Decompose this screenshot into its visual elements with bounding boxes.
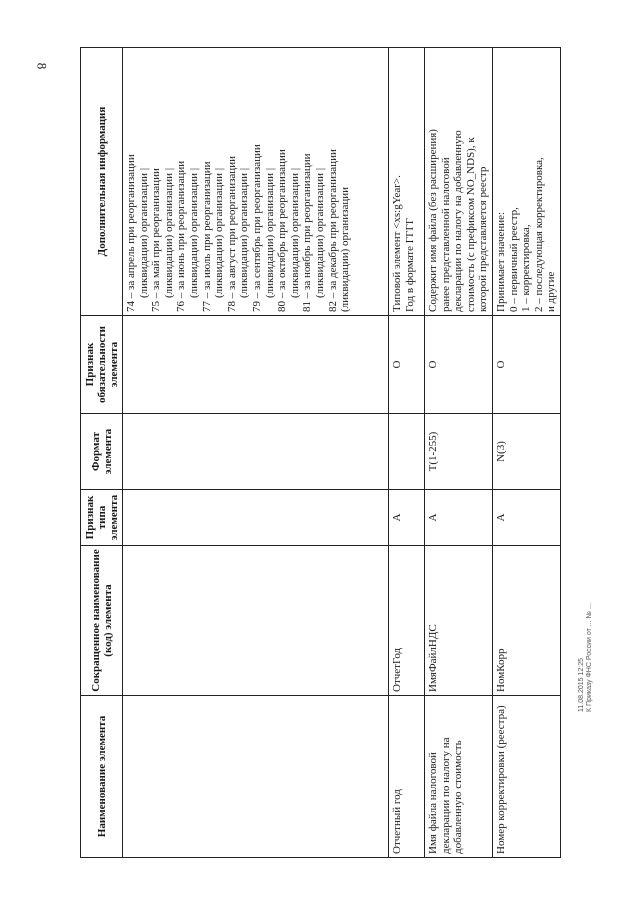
table-row: [123, 48, 389, 858]
info-line: 81 – за ноябрь при реорганизации: [301, 153, 314, 312]
cell-name: Номер корректировки (реестра): [492, 696, 560, 858]
cell-info: [425, 48, 493, 316]
cell-type: А: [425, 490, 493, 546]
cell-required: [123, 316, 389, 414]
info-line: (ликвидации) организации: [339, 186, 352, 312]
info-line: 76 – за июнь при реорганизации: [175, 160, 188, 312]
cell-type: А: [389, 490, 425, 546]
info-line: 2 – последующая корректировка,: [532, 157, 545, 312]
cell-format: [123, 414, 389, 490]
info-line: (ликвидации) организации |: [138, 51, 151, 312]
info-line: Принимает значение:: [494, 211, 507, 312]
info-line: стоимость (с префиксом NO_NDS), к: [464, 137, 477, 312]
info-line: ранее представленной налоговой: [439, 157, 452, 312]
info-line: 1 – корректировка,: [520, 224, 533, 312]
rotated-table-container: [80, 48, 558, 858]
cell-code: [123, 546, 389, 696]
cell-code: ОтчетГод: [389, 546, 425, 696]
info-line: декларации по налогу на добавленную: [452, 130, 465, 312]
cell-format: T(1-255): [425, 414, 493, 490]
cell-format: N(3): [492, 414, 560, 490]
header-additional-info: Дополнительная информация: [81, 48, 123, 316]
info-line: которой представляется реестр: [477, 166, 490, 312]
cell-info: [492, 48, 560, 316]
info-line: (ликвидации) организации |: [238, 51, 251, 312]
info-line: Год в формате ГГГГ: [403, 217, 416, 312]
table-header-row: [81, 48, 123, 858]
info-line: 79 – за сентябрь при реорганизации: [250, 144, 263, 312]
header-element-format: Формат элемента: [81, 414, 123, 490]
cell-required: О: [389, 316, 425, 414]
info-line: 0 – первичный реестр,: [507, 207, 520, 312]
cell-format: [389, 414, 425, 490]
cell-info: [389, 48, 425, 316]
info-line: (ликвидации) организации |: [264, 51, 277, 312]
info-line: (ликвидации) организации |: [314, 51, 327, 312]
footer-line-2: К Приказу ФНС России от ... № ...: [586, 603, 593, 712]
info-line: 82 – за декабрь при реорганизации: [326, 149, 339, 312]
info-line: 78 – за август при реорганизации: [225, 156, 238, 312]
footer-stamp: [578, 562, 594, 712]
header-element-required: Признак обязательности элемента: [81, 316, 123, 414]
cell-info: [123, 48, 389, 316]
page-number: 8: [34, 62, 50, 70]
header-element-type: Признак типа элемента: [81, 490, 123, 546]
info-line: (ликвидации) организации |: [163, 51, 176, 312]
info-line: (ликвидации) организации |: [188, 51, 201, 312]
cell-type: [123, 490, 389, 546]
cell-required: О: [492, 316, 560, 414]
info-line: и другие: [545, 271, 558, 312]
cell-name: [123, 696, 389, 858]
table-row: [492, 48, 560, 858]
cell-name: Имя файла налоговой декларации по налогу на добавленную стоимость: [425, 696, 493, 858]
info-line: Типовой элемент <xs:gYear>.: [391, 175, 403, 312]
table-row: [389, 48, 425, 858]
info-line: 80 – за октябрь при реорганизации: [276, 149, 289, 312]
cell-required: О: [425, 316, 493, 414]
info-line: 75 – за май при реорганизации: [150, 168, 163, 312]
cell-code: НомКорр: [492, 546, 560, 696]
info-line: Содержит имя файла (без расширения): [427, 129, 439, 312]
cell-code: ИмяФайлНДС: [425, 546, 493, 696]
table-row: [425, 48, 493, 858]
elements-table: [80, 47, 561, 858]
cell-type: А: [492, 490, 560, 546]
info-line: 74 – за апрель при реорганизации: [125, 154, 137, 312]
header-element-code: Сокращенное наименование (код) элемента: [81, 546, 123, 696]
info-line: 77 – за июль при реорганизации: [200, 161, 213, 312]
header-element-name: Наименование элемента: [81, 696, 123, 858]
info-line: (ликвидации) организации |: [289, 51, 302, 312]
cell-name: Отчетный год: [389, 696, 425, 858]
footer-line-1: 11.08.2015 12:25: [578, 658, 585, 712]
info-line: (ликвидации) организации |: [213, 51, 226, 312]
